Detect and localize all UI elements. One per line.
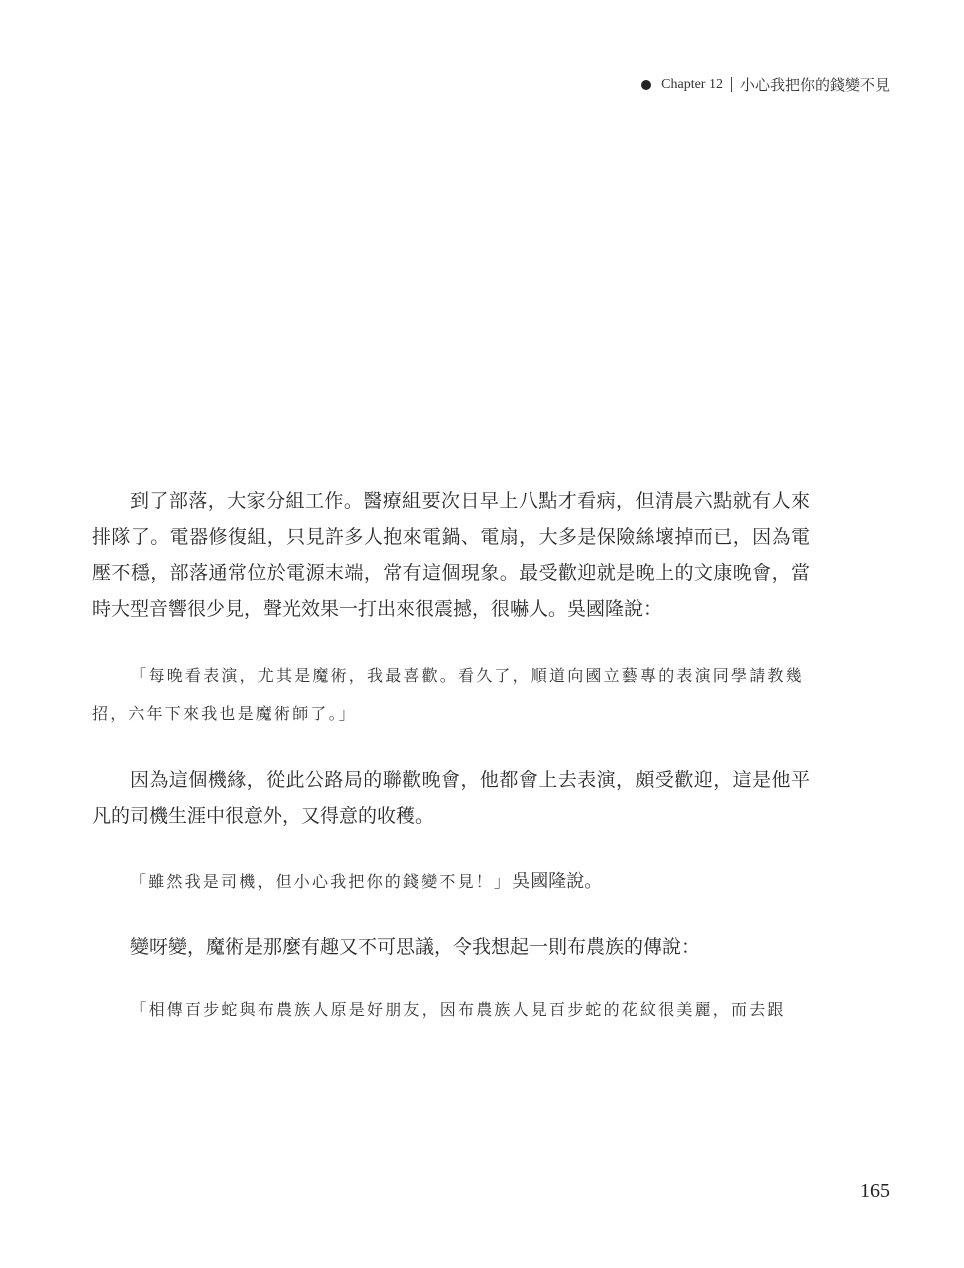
quote-paragraph-1: 「每晚看表演，尤其是魔術，我最喜歡。看久了，順道向國立藝專的表演同學請教幾招，六年下來我也是魔術師了。」: [92, 666, 804, 723]
page-number: 165: [860, 1180, 890, 1202]
header-divider: [731, 77, 732, 92]
quote-2-attribution: 吳國隆說。: [512, 871, 603, 892]
body-paragraph-1: 到了部落，大家分組工作。醫療組要次日早上八點才看病，但清晨六點就有人來排隊了。電器修復組，只見許多人抱來電鍋、電扇，大多是保險絲壞掉而已，因為電壓不穩，部落通常位於電源末端，常有這個現象。最受歡迎就是晚上的文康晚會，當時大型音響很少見，聲光效果一打出來很震撼，很嚇人。吳國隆說：: [92, 490, 810, 620]
quote-2-text: 「雖然我是司機，但小心我把你的錢變不見！」: [130, 872, 513, 891]
body-paragraph-3: 變呀變，魔術是那麼有趣又不可思議，令我想起一則布農族的傳說：: [130, 936, 701, 958]
body-paragraph-2: 因為這個機緣，從此公路局的聯歡晚會，他都會上去表演，頗受歡迎，這是他平凡的司機生涯中很意外，又得意的收穫。: [92, 769, 810, 827]
quote-paragraph-3: 「相傳百步蛇與布農族人原是好朋友，因布農族人見百步蛇的花紋很美麗，而去跟: [130, 1000, 786, 1019]
quote-paragraph-2: [130, 867, 602, 893]
chapter-label: Chapter 12: [661, 76, 723, 92]
running-header: [641, 74, 890, 95]
chapter-title: 小心我把你的錢變不見: [739, 76, 890, 94]
bullet-dot-icon: [641, 80, 651, 90]
